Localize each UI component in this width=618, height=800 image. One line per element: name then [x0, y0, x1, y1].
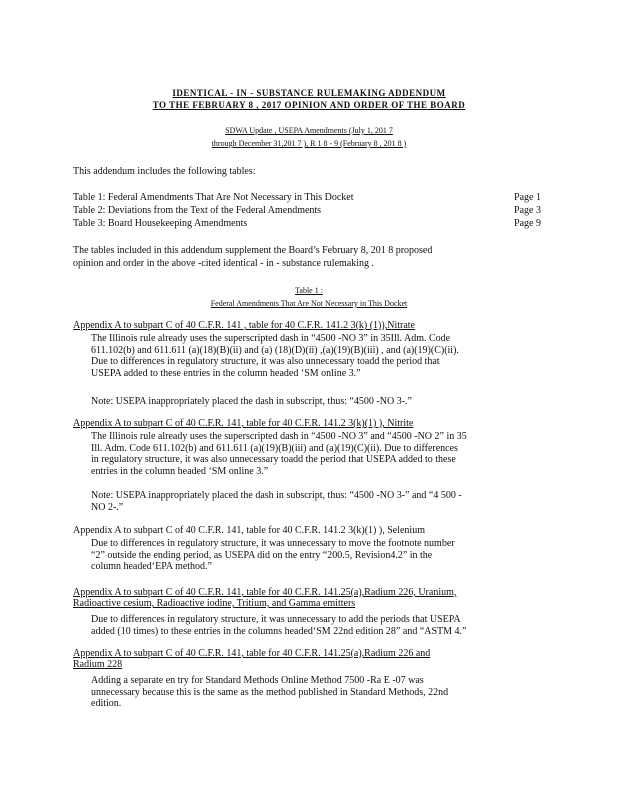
- body-line: added (10 times) to these entries in the columns headed‘SM 22nd edition 28” and “ASTM 4.”: [91, 625, 467, 637]
- body-line: Ill. Adm. Code 611.102(b) and 611.611 (a)(19)(B)(iii) and (a)(19)(C)(ii). Due to differences: [91, 442, 458, 454]
- note-line: Note: USEPA inappropriately placed the dash in subscript, thus: “4500 -NO 3-” and “4 500 -: [91, 490, 462, 501]
- toc-label: Table 3: Board Housekeeping Amendments: [73, 218, 248, 229]
- body-line: edition.: [91, 698, 122, 709]
- intro-text: This addendum includes the following tables:: [73, 166, 256, 177]
- toc-row: [73, 218, 541, 230]
- body-line: entries in the column headed ‘SM online 3.”: [91, 465, 269, 477]
- table-subtitle: Federal Amendments That Are Not Necessary in This Docket: [210, 299, 408, 308]
- body-line: Adding a separate en try for Standard Methods Online Method 7500 -Ra E -07 was: [91, 675, 424, 686]
- toc-label: Table 1: Federal Amendments That Are Not Necessary in This Docket: [73, 192, 354, 203]
- body-line: “2” outside the ending period, as USEPA did on the entry “200.5, Revision4.2” in the: [91, 549, 433, 561]
- header-sub-2: through December 31,201 7 ), R 1 8 - 9 (February 8 , 201 8 ): [211, 139, 407, 148]
- toc-row: [73, 192, 541, 204]
- header-line-1: IDENTICAL - IN - SUBSTANCE RULEMAKING ADDENDUM: [172, 88, 446, 98]
- entry-heading: Appendix A to subpart C of 40 C.F.R. 141, table for 40 C.F.R. 141.2 3(k)(1) ), Selenium: [73, 525, 425, 536]
- heading-line: Appendix A to subpart C of 40 C.F.R. 141, table for 40 C.F.R. 141.25(a),Radium 226, Uranium,: [73, 587, 457, 598]
- entry-note: [91, 490, 541, 513]
- entry-body: [91, 675, 541, 710]
- heading-line: Appendix A to subpart C of 40 C.F.R. 141, table for 40 C.F.R. 141.25(a),Radium 226 and: [73, 648, 431, 659]
- entry-body: [91, 333, 541, 379]
- heading-line: Radioactive cesium, Radioactive iodine, Tritium, and Gamma emitters: [73, 598, 356, 609]
- toc-label: Table 2: Deviations from the Text of the Federal Amendments: [73, 205, 322, 216]
- supplement-line-1: The tables included in this addendum supplement the Board’s February 8, 201 8 proposed: [73, 245, 433, 256]
- entry-body: [91, 538, 541, 573]
- body-line: The Illinois rule already uses the superscripted dash in “4500 -NO 3” and “4500 -NO 2” in 35: [91, 431, 467, 442]
- entry-heading: Appendix A to subpart C of 40 C.F.R. 141 , table for 40 C.F.R. 141.2 3(k) (1)),Nitrate: [73, 320, 415, 331]
- toc-page: Page 1: [514, 192, 541, 203]
- entry-note: Note: USEPA inappropriately placed the dash in subscript, thus: “4500 -NO 3-.”: [91, 396, 412, 407]
- body-line: The Illinois rule already uses the superscripted dash in “4500 -NO 3” in 35Ill. Adm. Code: [91, 333, 451, 344]
- heading-line: Radium 228: [73, 659, 123, 670]
- body-line: column headed‘EPA method.”: [91, 561, 212, 572]
- entry-heading: Appendix A to subpart C of 40 C.F.R. 141, table for 40 C.F.R. 141.2 3(k)(1) ), Nitrite: [73, 418, 414, 429]
- body-line: 611.102(b) and 611.611 (a)(18)(B)(ii) and (a) (18)(D)(ii) ,(a)(19)(B)(iii) , and (a)(19)(C)(ii).: [91, 344, 459, 356]
- header-line-2: TO THE FEBRUARY 8 , 2017 OPINION AND ORDER OF THE BOARD: [152, 100, 466, 110]
- toc-row: [73, 205, 541, 217]
- body-line: unnecessary because this is the same as the method published in Standard Methods, 22nd: [91, 686, 449, 698]
- body-line: USEPA added to these entries in the column headed ‘SM online 3.”: [91, 367, 361, 379]
- table-title: Table 1 :: [295, 286, 323, 295]
- body-line: Due to differences in regulatory structure, it was unnecessary to move the footnote number: [91, 538, 455, 549]
- entry-heading: [73, 648, 541, 670]
- entry-body: [91, 614, 541, 637]
- note-line: NO 2-.”: [91, 501, 124, 513]
- header-sub-1: SDWA Update , USEPA Amendments (July 1, 201 7: [225, 126, 393, 135]
- toc-page: Page 9: [514, 218, 541, 229]
- toc-page: Page 3: [514, 205, 541, 216]
- supplement-line-2: opinion and order in the above -cited identical - in - substance rulemaking .: [73, 258, 375, 269]
- entry-body: [91, 431, 541, 477]
- body-line: Due to differences in regulatory structure, it was also unnecessary toadd the period that: [91, 356, 440, 367]
- body-line: in regulatory structure, it was also unnecessary toadd the period that USEPA added to these: [91, 454, 456, 465]
- entry-heading: [73, 587, 541, 609]
- body-line: Due to differences in regulatory structure, it was unnecessary to add the periods that USEPA: [91, 614, 461, 625]
